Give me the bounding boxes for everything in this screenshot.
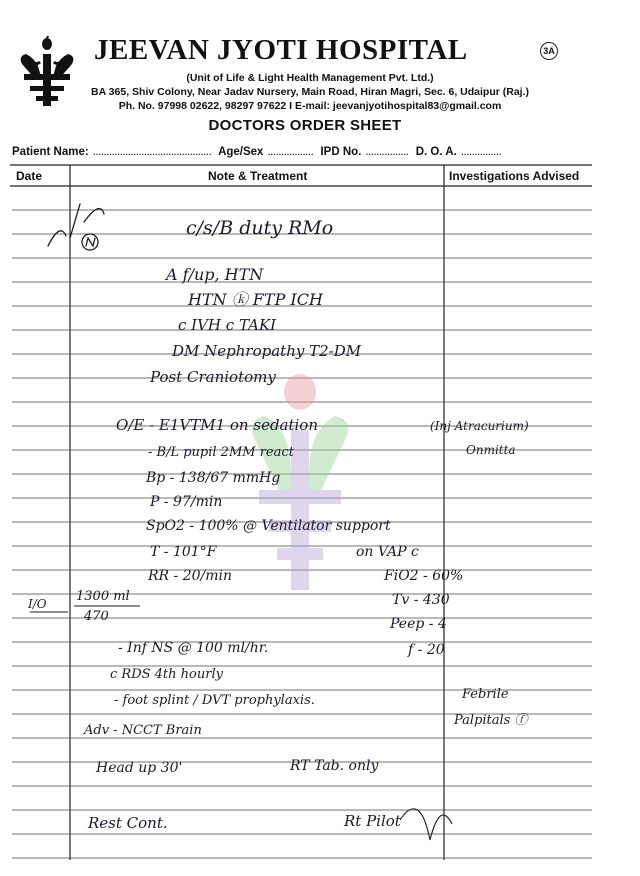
note-line-20: Rest Cont. — [88, 814, 168, 832]
date-column-header: Date — [16, 169, 43, 183]
note-line-11: SpO2 - 100% @ Ventilator support — [146, 518, 391, 534]
patient-name-label: Patient Name: — [12, 146, 89, 158]
signature: Rt Pilot — [344, 812, 401, 830]
note-line-6: Post Craniotomy — [150, 368, 276, 386]
investigations-column-header: Investigations Advised — [449, 169, 580, 183]
note-line-8: - B/L pupil 2MM react — [148, 445, 294, 460]
note-line-10: P - 97/min — [150, 494, 223, 510]
age-sex-field[interactable]: ................. — [267, 146, 314, 158]
investigation-line-4: Palpitals ⓕ — [454, 713, 528, 728]
vent-line-5: f - 20 — [408, 642, 445, 658]
age-sex-label: Age/Sex — [218, 146, 264, 158]
notes-column-header: Note & Treatment — [208, 169, 308, 183]
note-line-17: Adv - NCCT Brain — [84, 723, 202, 738]
hospital-address: BA 365, Shiv Colony, Near Jadav Nursery, Main Road, Hiran Magri, Sec. 6, Udaipur (Raj.) — [90, 86, 529, 98]
investigation-line-1: (Inj Atracurium) — [430, 419, 529, 433]
note-line-14: - Inf NS @ 100 ml/hr. — [118, 640, 269, 656]
vent-line-3: Tv - 430 — [392, 592, 450, 608]
note-line-9: Bp - 138/67 mmHg — [146, 470, 281, 486]
investigation-line-3: Febrile — [462, 687, 509, 702]
note-line-15: c RDS 4th hourly — [110, 667, 223, 682]
patient-name-field[interactable]: ............................................ — [92, 146, 212, 158]
hospital-name: JEEVAN JYOTI HOSPITAL — [94, 34, 468, 66]
io-values-out: 470 — [84, 609, 109, 624]
hospital-unit: (Unit of Life & Light Health Management Pvt. Ltd.) — [186, 72, 434, 84]
note-line-3: HTN ⓚ FTP ICH — [188, 290, 323, 309]
note-line-13: RR - 20/min — [148, 568, 233, 584]
page-badge: 3A — [540, 42, 558, 60]
note-line-18: Head up 30' — [96, 760, 183, 776]
vent-line-2: FiO2 - 60% — [384, 568, 464, 584]
note-line-2: A f/up, HTN — [166, 265, 264, 284]
io-label: I/O — [28, 597, 47, 611]
sheet-title: DOCTORS ORDER SHEET — [208, 117, 402, 134]
note-line-16: - foot splint / DVT prophylaxis. — [114, 693, 315, 708]
vent-line-1: on VAP c — [356, 544, 419, 560]
doa-label: D. O. A. — [415, 146, 457, 158]
investigation-line-2: Onmitta — [466, 443, 516, 457]
note-line-5: DM Nephropathy T2-DM — [172, 342, 362, 360]
ipd-field[interactable]: ................ — [365, 146, 409, 158]
ipd-label: IPD No. — [320, 146, 362, 158]
doa-field[interactable]: ............... — [460, 146, 502, 158]
note-line-4: c IVH c TAKI — [178, 316, 277, 334]
hospital-contact: Ph. No. 97998 02622, 98297 97622 I E-mail: jeevanjyotihospital83@gmail.com — [118, 100, 502, 112]
vent-line-4: Peep - 4 — [390, 616, 447, 632]
io-values: 1300 ml — [76, 589, 130, 604]
note-line-7: O/E - E1VTM1 on sedation — [116, 416, 319, 434]
note-line-19: RT Tab. only — [290, 758, 379, 774]
note-line-12: T - 101°F — [150, 544, 217, 560]
note-line-1: c/s/B duty RMo — [186, 217, 334, 239]
